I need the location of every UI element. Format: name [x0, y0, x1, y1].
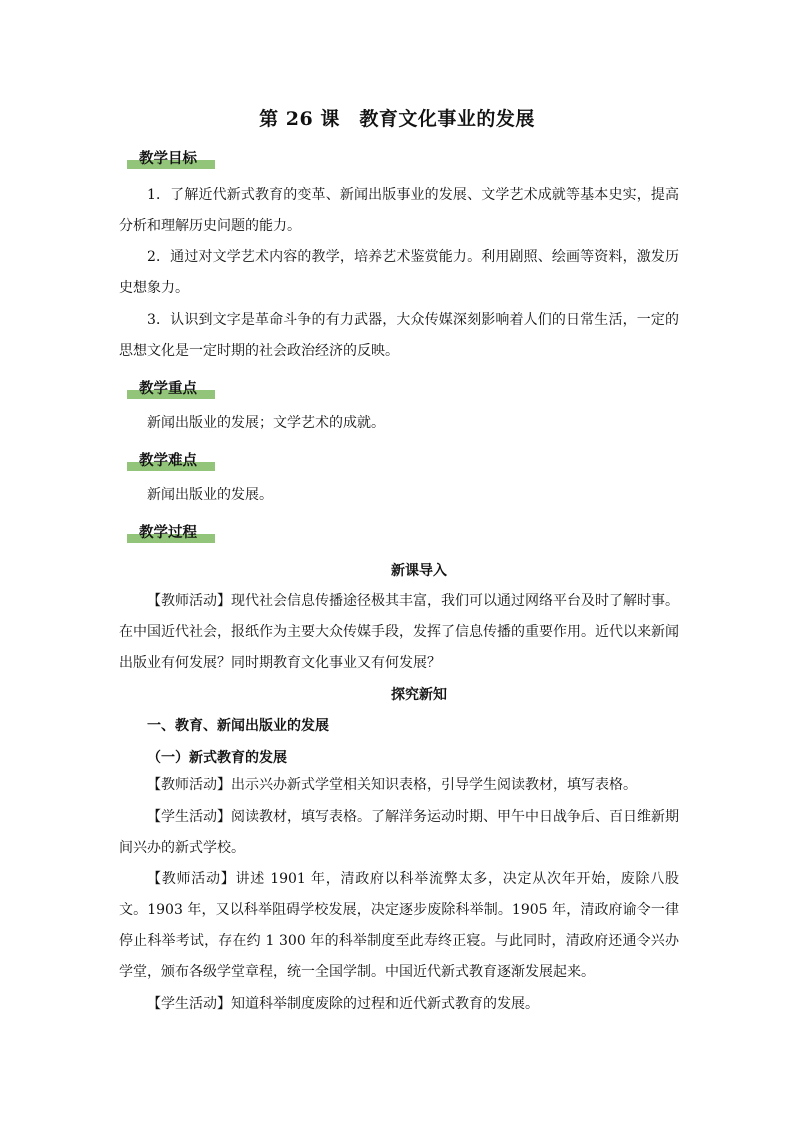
intro-heading: 新课导入: [391, 563, 447, 579]
process-paragraph-2: 【学生活动】阅读教材，填写表格。了解洋务运动时期、甲午中日战争后、百日维新期间兴办的新式学校。: [119, 809, 679, 856]
objective-3: 3．认识到文字是革命斗争的有力武器，大众传媒深刻影响着人们的日常生活，一定的思想文化是一定时期的社会政治经济的反映。: [119, 312, 679, 359]
objectives-heading: [127, 150, 215, 172]
process-paragraph-4: 【学生活动】知道科举制度废除的过程和近代新式教育的发展。: [147, 996, 539, 1012]
part1-sub1-heading: （一）新式教育的发展: [147, 750, 287, 766]
objectives-label: 教学目标: [139, 150, 197, 167]
difficulties-heading: [127, 452, 215, 474]
key-points-heading: [127, 380, 215, 402]
process-paragraph-1: 【教师活动】出示兴办新式学堂相关知识表格，引导学生阅读教材，填写表格。: [147, 777, 637, 793]
explore-heading: 探究新知: [391, 687, 447, 703]
key-points-text: 新闻出版业的发展；文学艺术的成就。: [147, 415, 385, 431]
process-label: 教学过程: [139, 524, 197, 541]
key-points-label: 教学重点: [139, 380, 197, 397]
difficulties-text: 新闻出版业的发展。: [147, 487, 273, 503]
lesson-title: 第 26 课 教育文化事业的发展: [259, 108, 535, 130]
difficulties-label: 教学难点: [139, 452, 197, 469]
objective-2: 2．通过对文学艺术内容的教学，培养艺术鉴赏能力。利用剧照、绘画等资料，激发历史想象力。: [119, 249, 679, 296]
objective-1: 1．了解近代新式教育的变革、新闻出版事业的发展、文学艺术成就等基本史实，提高分析和理解历史问题的能力。: [119, 187, 679, 234]
intro-paragraph: 【教师活动】现代社会信息传播途径极其丰富，我们可以通过网络平台及时了解时事。在中国近代社会，报纸作为主要大众传媒手段，发挥了信息传播的重要作用。近代以来新闻出版业有何发展？同时期教育文化事业又有何发展？: [119, 593, 679, 671]
process-heading: [127, 524, 215, 546]
part1-heading: 一、教育、新闻出版业的发展: [147, 718, 329, 734]
process-paragraph-3: 【教师活动】讲述 1901 年，清政府以科举流弊太多，决定从次年开始，废除八股文。1903 年，又以科举阻碍学校发展，决定逐步废除科举制。1905 年，清政府谕令一律停止科举考试，存在约 1 300 年的科举制度至此寿终正寝。与此同时，清政府还通令兴办学堂，颁布各级学堂章程，统一全国学制。中国近代新式教育逐渐发展起来。: [119, 871, 679, 980]
